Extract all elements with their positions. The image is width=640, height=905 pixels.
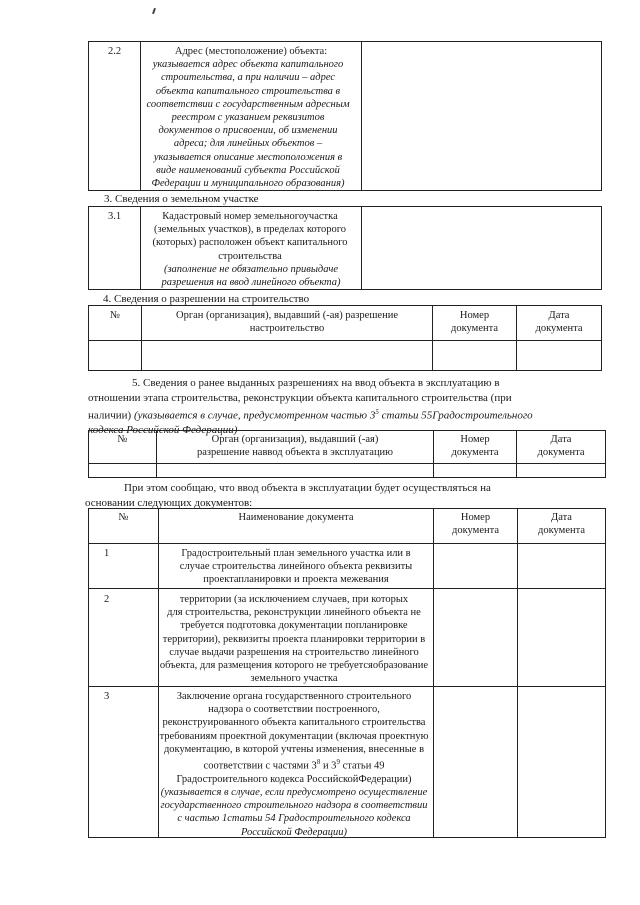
row-num: 3 [104,691,110,702]
title-line: строительства [218,250,282,262]
col-header-date: Дата документа [537,434,585,459]
row-text-fragment: соответствии с частями 3 [203,760,317,772]
row-text [158,687,434,838]
section-3-label-cell [140,206,362,290]
docs-row-3-name [158,686,434,838]
section-5-row-org[interactable] [156,463,434,478]
col-header-org: Орган (организация), выдавший (-ая) разрешение настроительство [175,310,398,335]
note-line: Федерации и муниципального образования) [151,178,345,190]
row-text: территории (за исключением случаев, при которых для строительства, реконструкции линейного объекта не требуется подготовка документации попланировке территории), реквизиты проекта планировки территории в случае выдачи разрешения на строительство линейного объекта, для размещения которого не требуетсяобразование земельного участка [159,594,429,685]
para-italic: (указывается в случае, предусмотренном частью 3 [133,409,376,422]
col-header-num: № [109,310,121,321]
section-4-row-num[interactable] [88,340,142,371]
col-header-num: № [117,434,128,445]
docs-row-3-num [88,686,159,838]
section-2-label-cell [140,41,362,191]
col-header-num: № [118,512,129,523]
section-5-col-date [516,430,606,464]
docs-col-name [158,508,434,544]
section-2-num: 2.2 [107,46,122,57]
section-5-col-num [88,430,157,464]
para-italic: статьи 55Градостроительного [378,409,533,422]
section-4-col-docnum [432,305,517,341]
title-line: Кадастровый номер земельногоучастка [162,211,338,222]
note-line: реестром с указанием реквизитов [171,112,325,124]
superscript: 8 [316,758,321,767]
section-4-col-num [88,305,142,341]
para-line [88,405,606,423]
note-line: документов о присвоении, об изменении [158,125,338,137]
para-text: наличии) [88,409,134,422]
note-line: адреса; для линейных объектов – [173,138,323,150]
section-3-note [141,263,361,289]
note-line: объекта капитального строительства в [155,85,341,97]
col-header-name: Наименование документа [238,512,354,523]
section-5-col-org [156,430,434,464]
section-5-row-num[interactable] [88,463,157,478]
col-header-date: Дата документа [538,512,585,537]
section-2-value-cell[interactable] [361,41,602,191]
section-3-num-cell [88,206,141,290]
docs-col-date [517,508,606,544]
section-5-col-docnum [433,430,517,464]
para-line: кодекса Российской Федерации) [88,424,238,437]
section-5-paragraph [88,376,606,438]
docs-row-1-name [158,543,434,589]
col-header-docnum: Номер документа [451,310,498,335]
col-header-docnum: Номер документа [452,512,499,537]
row-text: Градостроительный план земельного участка или в случае строительства линейного объекта реквизиты проектапланировки и проекта межевания [179,548,413,586]
row-text-note: (указывается в случае, если предусмотрено осуществление государственного строительного надзора в соответствии с частью 1статьи 54 Градостроительного кодекса Российской Федерации) [160,786,428,838]
docs-row-3-docnum[interactable] [433,686,518,838]
col-header-org: Орган (организация), выдавший (-ая) разрешение наввод объекта в эксплуатацию [196,434,394,459]
row-num: 1 [104,548,110,559]
docs-row-2-num [88,588,159,687]
section-2-num-cell [88,41,141,191]
note-line: строительства, а при наличии – адрес [160,72,336,84]
intro-line: основании следующих документов: [85,496,253,509]
section-5-row-docnum[interactable] [433,463,517,478]
col-header-docnum: Номер документа [451,434,499,459]
note-line: виде наименований субъекта Российской [156,164,340,176]
section-4-row-date[interactable] [516,340,602,371]
docs-row-1-date[interactable] [517,543,606,589]
docs-row-2-date[interactable] [517,588,606,687]
docs-row-1-num [88,543,159,589]
scan-artifact [152,8,156,14]
row-text-fragment: статьи 49 [339,760,385,772]
section-4-heading: 4. Сведения о разрешении на строительство [103,293,310,305]
para-line: 5. Сведения о ранее выданных разрешениях на ввод объекта в эксплуатацию в [132,377,500,389]
docs-row-2-docnum[interactable] [433,588,518,687]
row-text-part: Заключение органа государственного строительного надзора о соответствии построенного, реконструированного объекта капитального строительства требованиям проектной документации (включая проектную документацию, в которой учтены изменения, внесенные в [159,691,429,755]
docs-col-docnum [433,508,518,544]
docs-col-num [88,508,159,544]
docs-row-1-docnum[interactable] [433,543,518,589]
section-4-row-docnum[interactable] [432,340,517,371]
section-3-num: 3.1 [107,211,122,222]
col-header-date: Дата документа [535,310,583,335]
section-4-col-org [141,305,433,341]
section-5-row-date[interactable] [516,463,606,478]
section-4-row-org[interactable] [141,340,433,371]
para-sup: 5 [375,408,379,416]
title-line: (земельных участков), в пределах которого [153,224,347,236]
para-line: отношении этапа строительства, реконструкции объекта капитального строительства (при [88,391,512,404]
section-3-title [140,207,362,263]
row-text-fragment: и 3 [320,760,337,772]
section-4-col-date [516,305,602,341]
note-line: указывается адрес объекта капитального [152,59,344,71]
section-2-note [140,58,362,190]
row-num: 2 [104,594,110,605]
docs-intro [85,481,608,510]
row-text-part: Градостроительного кодекса РоссийскойФедерации) [176,773,412,785]
row-text-part [158,756,434,773]
intro-line: При этом сообщаю, что ввод объекта в эксплуатации будет осуществляться на [124,482,491,494]
superscript: 9 [336,758,340,767]
note-line: указывается описание местоположения в [153,151,343,163]
docs-row-3-date[interactable] [517,686,606,838]
title-line: (которых) расположен объект капитального [152,237,348,249]
note-line: разрешения на ввод линейного объекта) [161,277,341,289]
section-3-heading: 3. Сведения о земельном участке [104,193,259,205]
section-3-value-cell[interactable] [361,206,602,290]
docs-row-2-name [158,588,434,687]
section-2-title: Адрес (местоположение) объекта: [174,46,328,57]
note-line: (заполнение не обязательно привыдаче [163,263,339,275]
note-line: соответствии с государственным адресным [146,98,350,110]
